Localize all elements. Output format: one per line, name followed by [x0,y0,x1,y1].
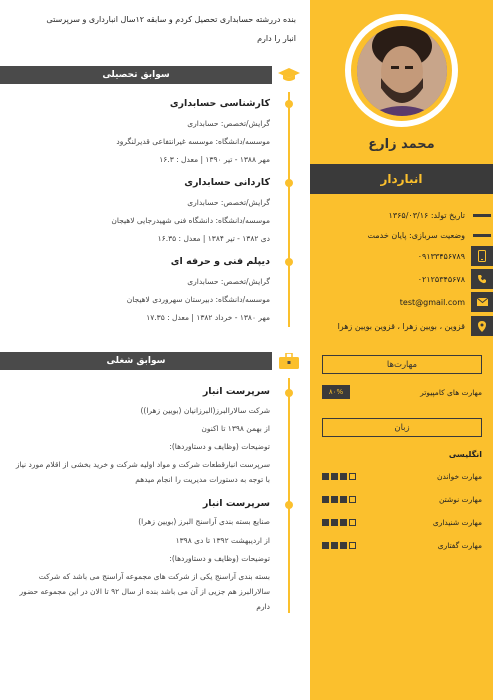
timeline-dot [285,389,293,397]
photo-frame [345,14,458,127]
person-name: محمد زارع [368,137,435,152]
work-section-title: سوابق شغلی [106,356,166,366]
info-row-phone: ۰۲۱۲۵۳۴۵۶۷۸ [310,269,493,289]
skills-header: مهارت‌ها [322,355,482,374]
timeline-dot [285,258,293,266]
skill-row: مهارت های کامپیوتر ۸۰% [322,384,482,400]
education-title: کاردانی حسابداری [184,177,270,188]
timeline-dot [285,179,293,187]
main-content: بنده دررشته حسابداری تحصیل کردم و سابقه ۱۲سال انبارداری و سرپرستی انبار را دارم سوابق تحصیلی کارشناسی حسابداری گرایش/تخصص: حسابداری موسسه/دانشگاه: موسسه غیرانتفاعی قدیرلنگرود مهر ۱۳۸۸ - تیر ۱۳۹۰ | معدل : ۱۶.۳ کاردانی حسابداری گرایش/تخصص: حسابداری موسسه/دانشگاه: دانشگاه فنی شهیدرجایی لاهیجان دی ۱۳۸۲ - تیر ۱۳۸۴ | معدل : ۱۶.۳۵ دیپلم فنی و حرفه ای گرایش/تخصص: حسابداری موسسه/دانشگاه: دبیرستان سهروردی لاهیجان مهر ۱۳۸۰ - خرداد ۱۳۸۲ | معدل : ۱۷.۳۵ سوابق شغلی سرپرست انبار شرکت سالارالبرز(البرزانیان (بویین زهرا)) از بهمن ۱۳۹۸ تا اکنون توضیحات (وظایف و دستاوردها): سرپرست انبارقطعات شرکت و مواد اولیه شرکت و خرید بخشی از اقلام مورد نیاز با توجه به دستورات مدیریت را انجام میدهم سرپرست انبار صنایع بسته بندی آراسنج البرز (بویین زهرا) از اردیبهشت ۱۳۹۲ تا دی ۱۳۹۸ توضیحات (وظایف و دستاوردها): بسته بندی آراسنج یکی از شرکت های مجموعه آراسنج می باشد که شرکت سالارالبرز هم جزیی از آن می باشد بنده از سال ۹۲ تا الان در این مجموعه حضور دارم [0,0,310,700]
dash-icon [471,205,493,225]
rating-dots [322,496,356,503]
info-row-military: وضعیت سربازی: پایان خدمت [310,225,493,245]
rating-dots [322,542,356,549]
info-row-mobile: ۰۹۱۳۳۴۵۶۷۸۹ [310,246,493,266]
education-title: دیپلم فنی و حرفه ای [170,256,270,267]
avatar [357,26,447,116]
skill-percent-badge: ۸۰% [322,385,350,399]
rating-dots [322,519,356,526]
language-skill-row: مهارت نوشتن [322,491,482,507]
language-skill-row: مهارت خواندن [322,468,482,484]
info-row-email: test@gmail.com [310,292,493,312]
work-timeline [288,378,290,613]
work-title: سرپرست انبار [202,498,270,509]
language-skill-row: مهارت گفتاری [322,537,482,553]
info-row-birthdate: تاریخ تولد: ۱۳۶۵/۰۳/۱۶ [310,205,493,225]
sidebar [310,0,493,700]
job-title-bar [310,164,493,194]
work-title: سرپرست انبار [202,386,270,397]
location-icon [471,316,493,336]
education-section-title: سوابق تحصیلی [102,70,170,80]
briefcase-icon [276,352,302,370]
email-icon [471,292,493,312]
intro-text: بنده دررشته حسابداری تحصیل کردم و سابقه ۱۲سال انبارداری و سرپرستی انبار را دارم [46,15,296,43]
dash-icon [471,225,493,245]
language-header: زبان [322,418,482,437]
education-title: کارشناسی حسابداری [169,98,270,109]
graduation-cap-icon [276,66,302,84]
timeline-dot [285,501,293,509]
language-skill-row: مهارت شنیداری [322,514,482,530]
work-description: بسته بندی آراسنج یکی از شرکت های مجموعه آراسنج می باشد که شرکت سالارالبرز هم جزیی از آن می باشد بنده از سال ۹۲ تا الان در این مجموعه حضور دارم [19,572,270,611]
info-row-address: قزوین ، بویین زهرا ، قزوین بویین زهرا [310,316,493,336]
phone-icon [471,269,493,289]
language-name: انگلیسی [448,450,482,459]
job-title: انباردار [380,172,423,186]
mobile-icon [471,246,493,266]
education-timeline [288,92,290,327]
rating-dots [322,473,356,480]
education-section-bar [0,66,272,84]
timeline-dot [285,100,293,108]
work-section-bar [0,352,272,370]
work-description: سرپرست انبارقطعات شرکت و مواد اولیه شرکت و خرید بخشی از اقلام مورد نیاز با توجه به دستورات مدیریت را انجام میدهم [15,460,270,484]
